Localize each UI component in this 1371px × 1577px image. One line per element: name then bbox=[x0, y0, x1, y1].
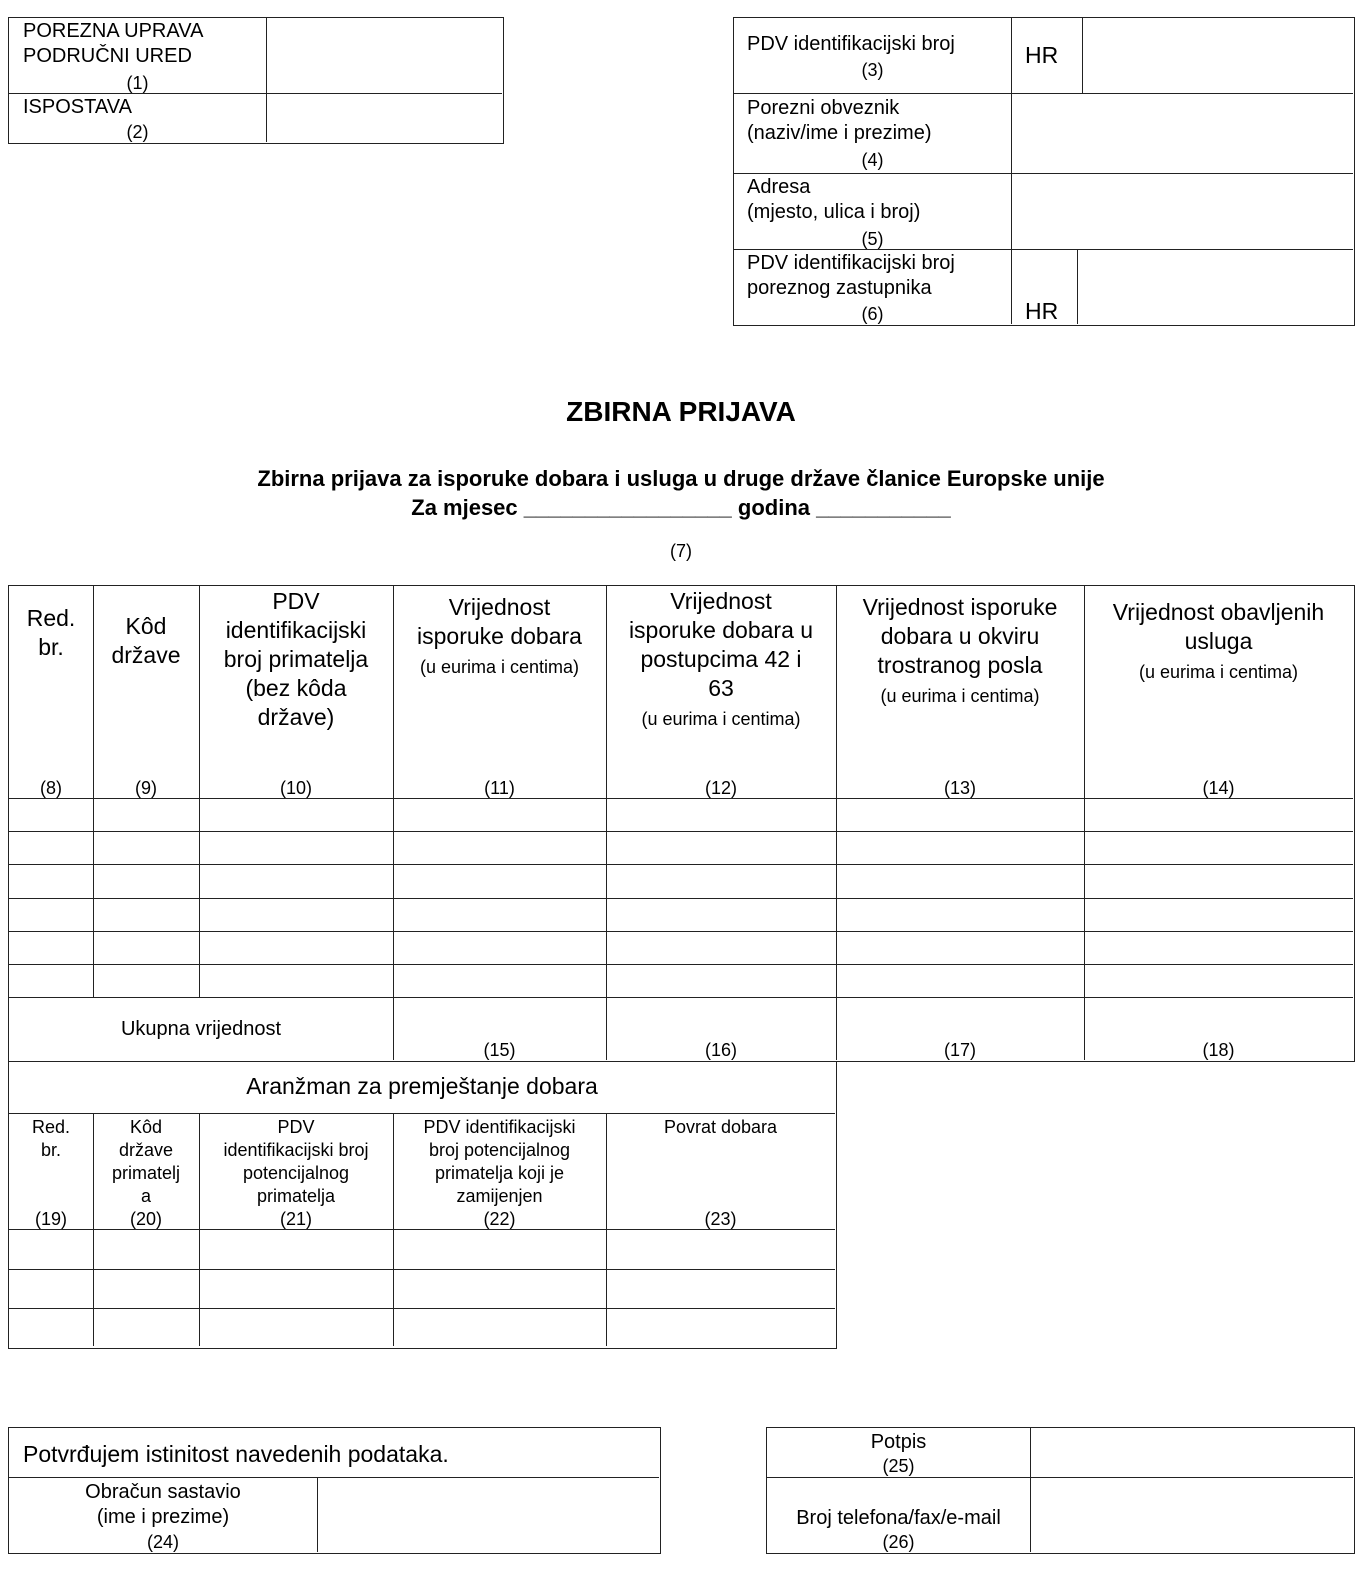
total-goods-value[interactable]: (15) bbox=[483, 1040, 516, 1060]
header-note bbox=[1084, 656, 1353, 687]
column-header-goods-value bbox=[393, 593, 606, 682]
field-number: (20) bbox=[129, 1209, 162, 1229]
divider bbox=[1082, 18, 1083, 93]
rep-vat-prefix: HR bbox=[1025, 298, 1059, 324]
rep-vat-id-label bbox=[747, 251, 1009, 301]
header-line: usluga bbox=[1184, 628, 1253, 654]
header-line: zamijenjen bbox=[456, 1186, 543, 1206]
signature-label: Potpis bbox=[870, 1431, 927, 1453]
divider bbox=[734, 249, 1353, 250]
total-triangular-value[interactable]: (17) bbox=[943, 1040, 976, 1060]
table-row[interactable] bbox=[9, 865, 1353, 898]
header-line: PDV identifikacijski bbox=[423, 1117, 576, 1137]
total-procedure-value[interactable]: (16) bbox=[704, 1040, 737, 1060]
header-line: dobara u okviru bbox=[880, 623, 1040, 649]
header-line: Kôd bbox=[129, 1117, 163, 1137]
header-note bbox=[606, 703, 836, 734]
label-line: poreznog zastupnika bbox=[747, 277, 932, 299]
header-line: Vrijednost obavljenih bbox=[1112, 599, 1325, 625]
header-line: postupcima 42 i bbox=[640, 646, 802, 672]
office-table bbox=[8, 17, 504, 144]
label-line: PDV identifikacijski broj bbox=[747, 252, 955, 274]
divider bbox=[9, 1477, 659, 1478]
header-line: PDV bbox=[277, 1117, 315, 1137]
field-number: (13) bbox=[943, 778, 976, 798]
divider bbox=[734, 93, 1353, 94]
table-row[interactable] bbox=[9, 1270, 835, 1308]
month-label: Za mjesec bbox=[411, 495, 518, 520]
field-number: (12) bbox=[704, 778, 737, 798]
taxpayer-input[interactable] bbox=[1013, 95, 1353, 173]
header-line: broj primatelja bbox=[223, 646, 369, 672]
header-line: Red. bbox=[31, 1117, 71, 1137]
header-line: Vrijednost isporuke bbox=[862, 594, 1058, 620]
field-number: (9) bbox=[135, 778, 157, 798]
field-number: (25) bbox=[882, 1456, 915, 1476]
column-header-country-code bbox=[93, 612, 199, 670]
field-number: (22) bbox=[483, 1209, 516, 1229]
divider bbox=[767, 1477, 1353, 1478]
field-number: (21) bbox=[279, 1209, 312, 1229]
column-header-services bbox=[1084, 598, 1353, 687]
header-line: a bbox=[140, 1186, 151, 1206]
divider bbox=[1011, 18, 1012, 324]
prepared-by-label bbox=[9, 1480, 317, 1530]
divider bbox=[9, 1113, 835, 1114]
column-header-recipient-country bbox=[93, 1116, 199, 1208]
header-line: (bez kôda bbox=[245, 675, 347, 701]
address-input[interactable] bbox=[1013, 175, 1353, 249]
header-line: Red. bbox=[26, 605, 76, 631]
header-line: br. bbox=[40, 1140, 61, 1160]
field-number: (1) bbox=[126, 73, 149, 93]
period-line bbox=[0, 493, 1362, 522]
header-line: 63 bbox=[708, 675, 734, 701]
table-row[interactable] bbox=[9, 1230, 835, 1269]
header-line: isporuke dobara u bbox=[628, 617, 814, 643]
header-line: primatelja bbox=[256, 1186, 336, 1206]
column-header-replaced-recipient-vat bbox=[393, 1116, 606, 1208]
field-number: (3) bbox=[861, 60, 884, 80]
header-line: Vrijednost bbox=[448, 594, 551, 620]
currency-note: (u eurima i centima) bbox=[880, 686, 1040, 706]
table-row[interactable] bbox=[9, 899, 1353, 931]
column-header-row-number bbox=[9, 604, 93, 662]
total-services-value[interactable]: (18) bbox=[1202, 1040, 1235, 1060]
main-table bbox=[8, 585, 1355, 1062]
branch-label: ISPOSTAVA bbox=[23, 96, 132, 118]
field-number: (19) bbox=[34, 1209, 67, 1229]
table-row[interactable] bbox=[9, 832, 1353, 864]
vat-id-label: PDV identifikacijski broj bbox=[747, 33, 955, 55]
header-line: države) bbox=[257, 704, 335, 730]
divider bbox=[1030, 1428, 1031, 1552]
currency-note: (u eurima i centima) bbox=[641, 709, 801, 729]
signature-table bbox=[766, 1427, 1355, 1554]
field-number: (10) bbox=[279, 778, 312, 798]
signature-input[interactable] bbox=[1032, 1428, 1353, 1477]
call-off-table bbox=[8, 1061, 837, 1349]
column-header-triangular bbox=[836, 593, 1084, 711]
column-header-procedure-42-63 bbox=[606, 587, 836, 734]
address-label bbox=[747, 175, 1009, 225]
confirmation-table bbox=[8, 1427, 661, 1554]
field-number: (6) bbox=[861, 304, 884, 324]
tax-office-label bbox=[23, 19, 263, 69]
header-line: države bbox=[111, 642, 181, 668]
currency-note: (u eurima i centima) bbox=[1138, 662, 1299, 682]
page-subtitle: Zbirna prijava za isporuke dobara i usluga u druge države članice Europske unije bbox=[257, 466, 1105, 491]
header-line: Povrat dobara bbox=[663, 1117, 778, 1137]
label-line: Obračun sastavio bbox=[85, 1481, 241, 1503]
field-number: (7) bbox=[670, 541, 692, 561]
header-line: identifikacijski bbox=[225, 617, 367, 643]
header-line: br. bbox=[38, 634, 64, 660]
year-label: godina bbox=[737, 495, 811, 520]
prepared-by-input[interactable] bbox=[319, 1479, 659, 1552]
label-line: Porezni obveznik bbox=[747, 97, 900, 119]
header-line: trostranog posla bbox=[877, 652, 1043, 678]
divider bbox=[1077, 249, 1078, 324]
header-line: isporuke dobara bbox=[417, 623, 582, 649]
label-line: PODRUČNI URED bbox=[23, 45, 192, 67]
month-input[interactable]: _________________ bbox=[523, 495, 732, 520]
header-line: Kôd bbox=[125, 613, 167, 639]
label-line: (ime i prezime) bbox=[96, 1506, 230, 1528]
header-line: primatelja koji je bbox=[434, 1163, 565, 1183]
header-line: PDV bbox=[272, 588, 320, 614]
table-row[interactable] bbox=[9, 799, 1353, 831]
vat-id-input[interactable] bbox=[1084, 18, 1353, 93]
header-line: potencijalnog bbox=[242, 1163, 350, 1183]
branch-input[interactable] bbox=[268, 95, 502, 142]
field-number: (14) bbox=[1202, 778, 1235, 798]
table-row[interactable] bbox=[9, 1309, 835, 1346]
table-row[interactable] bbox=[9, 932, 1353, 964]
column-header-row-number bbox=[9, 1116, 93, 1162]
header-line: Vrijednost bbox=[670, 588, 772, 614]
taxpayer-table bbox=[733, 17, 1355, 326]
header-line: identifikacijski broj bbox=[223, 1140, 369, 1160]
divider bbox=[734, 173, 1353, 174]
column-header-potential-recipient-vat bbox=[199, 1116, 393, 1208]
field-number: (24) bbox=[146, 1532, 179, 1552]
call-off-title: Aranžman za premještanje dobara bbox=[246, 1073, 598, 1099]
taxpayer-label bbox=[747, 96, 1009, 146]
label-line: (mjesto, ulica i broj) bbox=[747, 201, 921, 223]
rep-vat-id-input[interactable] bbox=[1079, 251, 1353, 324]
header-line: primatelj bbox=[111, 1163, 181, 1183]
currency-note: (u eurima i centima) bbox=[419, 657, 580, 677]
contact-input[interactable] bbox=[1032, 1479, 1353, 1552]
field-number: (4) bbox=[861, 150, 884, 170]
confirmation-statement: Potvrđujem istinitost navedenih podataka. bbox=[23, 1441, 449, 1467]
header-note bbox=[836, 680, 1084, 711]
tax-office-input[interactable] bbox=[268, 18, 502, 93]
column-header-goods-return bbox=[606, 1116, 835, 1139]
field-number: (23) bbox=[704, 1209, 737, 1229]
header-note bbox=[393, 651, 606, 682]
divider bbox=[266, 18, 267, 142]
column-header-vat-id bbox=[199, 587, 393, 732]
label-line: (naziv/ime i prezime) bbox=[747, 122, 932, 144]
divider bbox=[317, 1477, 318, 1552]
field-number: (5) bbox=[861, 229, 884, 249]
year-input[interactable]: ___________ bbox=[816, 495, 951, 520]
field-number: (11) bbox=[484, 778, 515, 798]
field-number: (8) bbox=[40, 778, 62, 798]
header-line: države bbox=[118, 1140, 174, 1160]
divider bbox=[9, 93, 502, 94]
label-line: Adresa bbox=[747, 176, 811, 198]
field-number: (26) bbox=[882, 1532, 915, 1552]
header-line: broj potencijalnog bbox=[428, 1140, 571, 1160]
field-number: (2) bbox=[126, 122, 149, 142]
divider bbox=[9, 997, 1353, 998]
page-title: ZBIRNA PRIJAVA bbox=[566, 396, 796, 427]
label-line: POREZNA UPRAVA bbox=[23, 20, 204, 42]
total-label: Ukupna vrijednost bbox=[120, 1018, 282, 1040]
table-row[interactable] bbox=[9, 965, 1353, 997]
contact-label: Broj telefona/fax/e-mail bbox=[796, 1507, 1001, 1529]
vat-prefix: HR bbox=[1025, 42, 1059, 68]
